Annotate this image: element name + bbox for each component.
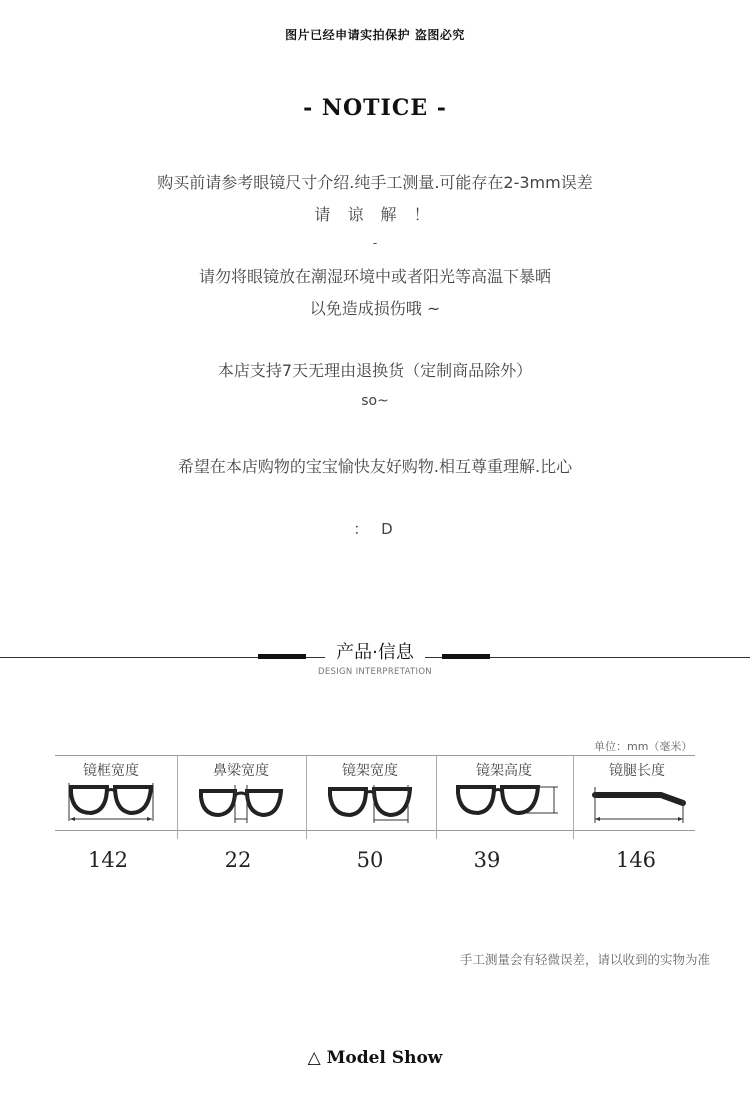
- table-divider: [436, 755, 437, 839]
- notice-line: 请勿将眼镜放在潮湿环境中或者阳光等高温下暴晒: [198, 267, 551, 286]
- temple-length-icon: [587, 779, 687, 827]
- measure-label: 镜架宽度: [342, 763, 398, 779]
- notice-line: 请 谅 解 ！: [314, 205, 436, 224]
- measure-value-bridge-width: 22: [224, 848, 252, 872]
- measure-value-lens-height: 39: [473, 848, 501, 872]
- section-divider-accent-left: [258, 654, 306, 659]
- section-subtitle: DESIGN INTERPRETATION: [318, 667, 432, 677]
- measure-cell-frame-width: [47, 755, 175, 831]
- lens-width-icon: [320, 779, 420, 827]
- notice-line: 希望在本店购物的宝宝愉快友好购物.相互尊重理解.比心: [177, 457, 573, 476]
- measure-cell-bridge-width: [177, 755, 305, 831]
- section-divider-accent-right: [442, 654, 490, 659]
- watermark-text: 图片已经申请实拍保护 盗图必究: [285, 28, 465, 42]
- notice-line: ： D: [353, 520, 397, 538]
- bridge-width-icon: [191, 779, 291, 827]
- measure-value-temple-length: 146: [615, 848, 657, 872]
- notice-line: 本店支持7天无理由退换货（定制商品除外）: [217, 361, 533, 380]
- measure-value-lens-width: 50: [356, 848, 384, 872]
- unit-label: 单位：mm（毫米）: [594, 740, 693, 753]
- measure-label: 镜腿长度: [609, 763, 665, 779]
- measurement-table: [55, 755, 695, 831]
- notice-line: 以免造成损伤哦 ~: [309, 299, 441, 318]
- measurement-note: 手工测量会有轻微误差，请以收到的实物为准: [459, 952, 710, 967]
- lens-height-icon: [454, 779, 564, 827]
- measure-label: 鼻梁宽度: [213, 763, 269, 779]
- model-show-heading: △ Model Show: [307, 1048, 443, 1068]
- notice-line: so~: [361, 393, 389, 409]
- measure-label: 镜框宽度: [83, 763, 139, 779]
- measure-cell-lens-width: [306, 755, 434, 831]
- frame-width-icon: [61, 779, 161, 827]
- notice-line: -: [372, 236, 378, 250]
- measure-value-frame-width: 142: [87, 848, 129, 872]
- measure-cell-lens-height: [440, 755, 568, 831]
- notice-title: - NOTICE -: [303, 95, 447, 121]
- measure-label: 镜架高度: [476, 763, 532, 779]
- measure-cell-temple-length: [573, 755, 701, 831]
- section-title: 产品·信息: [325, 638, 425, 664]
- notice-line: 购买前请参考眼镜尺寸介绍.纯手工测量.可能存在2-3mm误差: [157, 173, 593, 192]
